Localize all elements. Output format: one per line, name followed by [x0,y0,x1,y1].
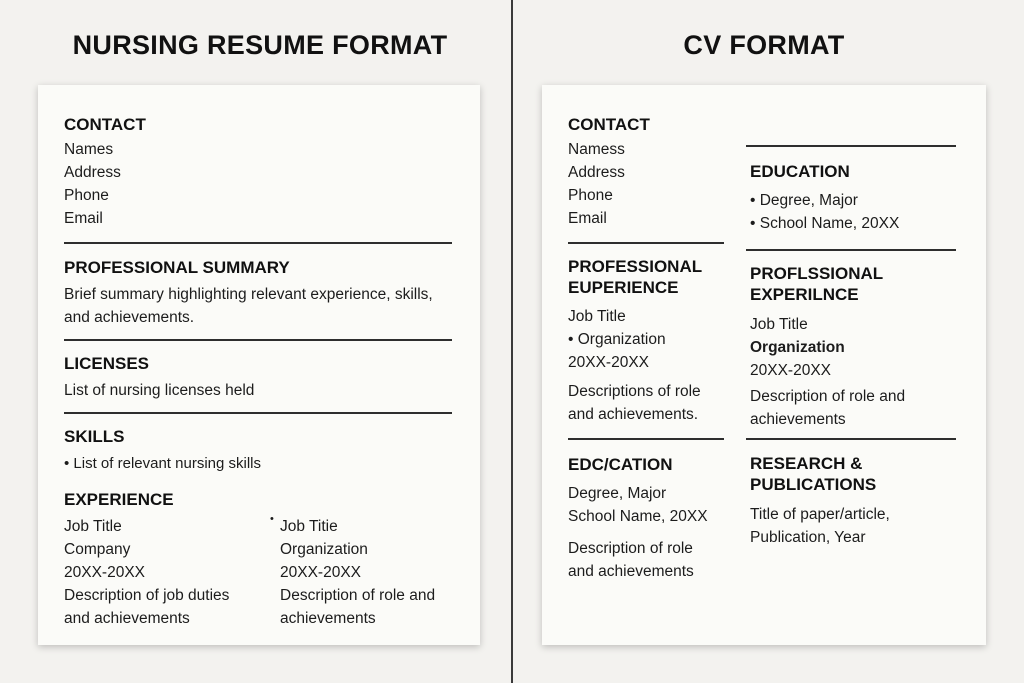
nursing-resume-title: NURSING RESUME FORMAT [72,30,448,60]
experience-heading: EXPERIENCE [64,490,174,509]
bullet-mark: • [270,513,274,525]
section-divider [746,145,956,147]
cv-format-card [542,85,986,645]
contact-heading: CONTACT [64,115,146,134]
cv-experience-heading: PROFESSIONAL EUPERIENCE [568,257,703,297]
center-divider [511,0,513,683]
cv-research-details: Title of paper/article, Publication, Year [750,506,890,546]
experience-entry-2: Job Titie Organization 20XX-20XX Description of role and achievements [280,518,436,627]
nursing-resume-card [38,85,480,645]
cv-education-items: • Degree, Major • School Name, 20XX [750,192,900,232]
cv-research-heading: RESEARCH & PUBLICATIONS [750,454,877,494]
skills-heading: SKILLS [64,427,125,446]
cv-education-left-description: Description of role and achievements [568,540,694,580]
section-divider [746,438,956,440]
licenses-heading: LICENSES [64,354,150,373]
cv-education-left-heading: EDC/CATION [568,455,673,474]
cv-experience-right-description: Description of role and achievements [750,388,906,428]
cv-education-heading: EDUCATION [750,162,850,181]
cv-format-title: CV FORMAT [683,30,845,60]
cv-experience-details: Job Title • Organization 20XX-20XX [568,308,666,371]
section-divider [64,412,452,414]
section-divider [64,339,452,341]
cv-experience-description: Descriptions of role and achievements. [568,383,701,423]
section-divider [746,249,956,251]
section-divider [568,438,724,440]
cv-contact-heading: CONTACT [568,115,650,134]
cv-contact-details: Namess Address Phone Email [568,141,625,227]
contact-details: Names Address Phone Email [64,141,121,227]
cv-education-left-details: Degree, Major School Name, 20XX [568,485,708,525]
summary-text: Brief summary highlighting relevant experience, skills, and achievements. [64,286,433,326]
experience-entry-1: Job Title Company 20XX-20XX Description of job duties and achievements [64,518,230,627]
skills-text: • List of relevant nursing skills [64,455,261,472]
section-divider [64,242,452,244]
summary-heading: PROFESSIONAL SUMMARY [64,258,290,277]
licenses-text: List of nursing licenses held [64,382,255,399]
section-divider [568,242,724,244]
cv-experience-right-details: Job Title Organization 20XX-20XX [750,316,845,379]
cv-experience-right-heading: PROFLSSIONAL EXPERILNCE [750,264,884,304]
